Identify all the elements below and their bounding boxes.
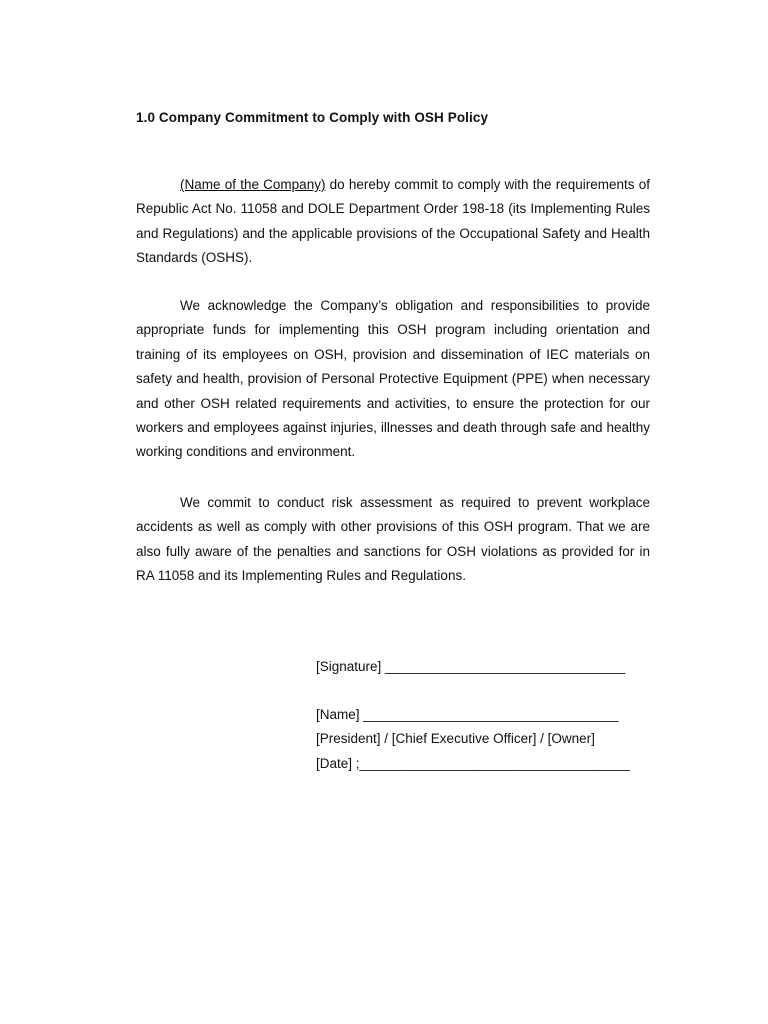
company-name-placeholder: (Name of the Company) xyxy=(180,177,326,192)
paragraph-commitment-text: do hereby commit to comply with the requirements of Republic Act No. 11058 and DOLE Department Order 198-18 (its Implementing Rules and Regulations) and the applicable provisions of the Occupational Safety and Health Standards (OSHS). xyxy=(136,177,651,266)
section-heading: 1.0 Company Commitment to Comply with OSH Policy xyxy=(136,110,489,125)
paragraph-commitment xyxy=(136,173,650,271)
position-line: [President] / [Chief Executive Officer] / [Owner] xyxy=(316,731,595,747)
date-line: [Date] ;____________________________________ xyxy=(316,755,630,771)
signatory-block xyxy=(316,703,630,776)
name-line: [Name] __________________________________ xyxy=(316,707,619,722)
paragraph-acknowledgement: We acknowledge the Company’s obligation and responsibilities to provide appropriate funds for implementing this OSH program including orientation and training of its employees on OSH, provision and dissemination of IEC materials on safety and health, provision of Personal Protective Equipment (PPE) when necessary and other OSH related requirements and activities, to ensure the protection for our workers and employees against injuries, illnesses and death through safe and healthy working conditions and environment. xyxy=(136,298,650,460)
paragraph-risk-assessment: We commit to conduct risk assessment as required to prevent workplace accidents as well as comply with other provisions of this OSH program. That we are also fully aware of the penalties and sanctions for OSH violations as provided for in RA 11058 and its Implementing Rules and Regulations. xyxy=(136,495,650,584)
signature-line: [Signature] ________________________________ xyxy=(316,659,626,674)
